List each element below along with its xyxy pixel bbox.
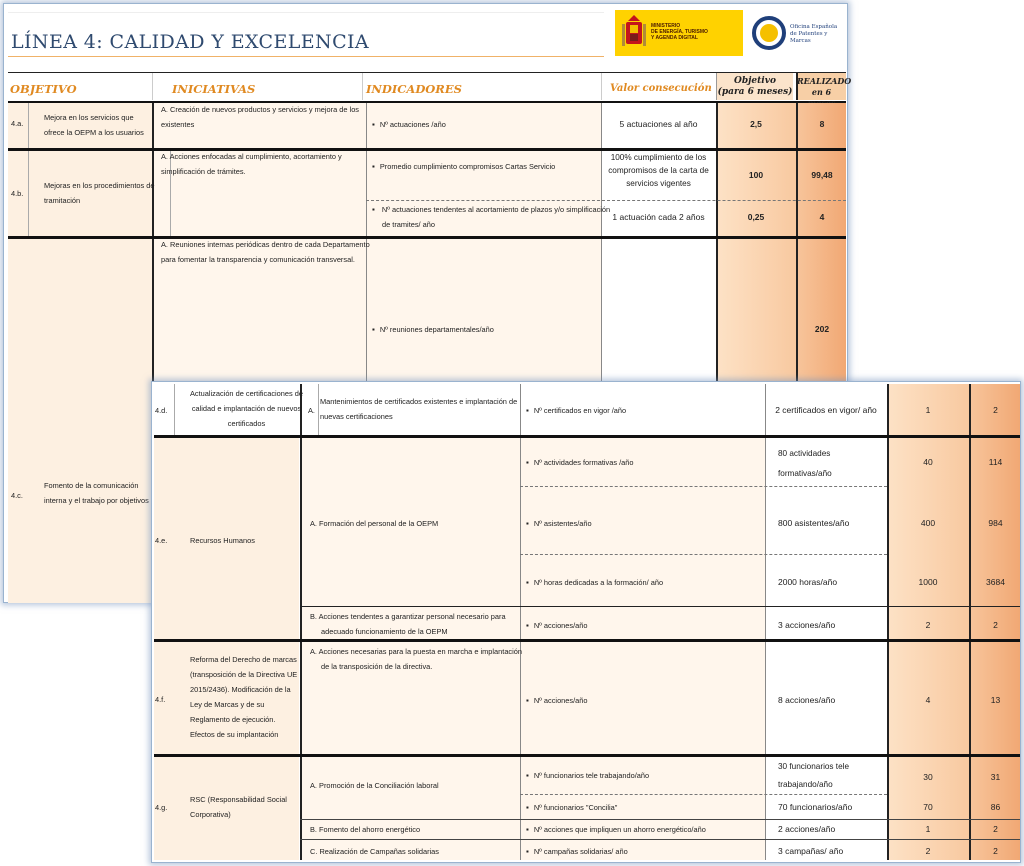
row-4e-realizado-a1: 114 <box>988 457 1003 467</box>
row-4g-valor-a1: 30 funcionarios tele trabajando/año <box>778 762 850 789</box>
row-4c-indicador: ▪ Nº reuniones departamentales/año <box>372 322 494 337</box>
row-4e-indicador-a1: ▪ Nº actividades formativas /año <box>526 455 634 470</box>
row-4g-valor-c: 3 campañas/ año <box>778 846 844 856</box>
row-4e-indicador-a3: ▪ Nº horas dedicadas a la formación/ año <box>526 575 663 590</box>
objetivo-column-bg-2 <box>154 384 299 860</box>
oepm-emblem-icon <box>752 16 786 50</box>
header-indicadores: INDICADORES <box>366 82 462 96</box>
row-4b-realizado-2: 4 <box>819 212 825 222</box>
row-4a-objetivo-6m: 2,5 <box>750 119 762 129</box>
row-4g-iniciativa-b: B. Fomento del ahorro energético <box>310 825 421 834</box>
row-4e-valor-a3: 2000 horas/año <box>778 577 838 587</box>
row-4b-objetivo-6m-1: 100 <box>748 170 764 180</box>
row-4e-realizado-a3: 3684 <box>986 577 1005 587</box>
header-valor-consecucion: Valor consecución <box>610 83 712 94</box>
row-4g-indicador-c: ▪ Nº campañas solidarias/ año <box>526 844 628 859</box>
row-4a-iniciativa: A. Creación de nuevos productos y servicios y mejora de los existentes <box>161 105 359 129</box>
row-4f-indicador: ▪ Nº acciones/año <box>526 693 588 708</box>
row-4b-iniciativa: A. Acciones enfocadas al cumplimiento, acortamiento y simplificación de trámites. <box>161 152 342 176</box>
row-4e-indicador-b: ▪ Nº acciones/año <box>526 618 588 633</box>
coat-of-arms-icon <box>621 14 647 52</box>
row-4g-objetivo-6m-a2: 70 <box>923 802 933 812</box>
row-4e-valor-a2: 800 asistentes/año <box>778 518 850 528</box>
oepm-name-line2: de Patentes y Marcas <box>790 31 828 44</box>
row-4f-realizado: 13 <box>990 695 1001 705</box>
row-4e-objetivo-6m-b: 2 <box>925 620 931 630</box>
row-4g-objetivo-6m-b: 1 <box>925 824 931 834</box>
row-4e-iniciativa-a: A. Formación del personal de la OEPM <box>310 519 439 528</box>
row-4f-objetivo: Reforma del Derecho de marcas (transposición de la Directiva UE 2015/2436). Modificación de la Ley de Marcas y de su Reglamento de ejecución. Efectos de su implantación <box>190 655 298 739</box>
row-4e-objetivo-6m-a1: 40 <box>923 457 933 467</box>
ministry-name-line3: Y AGENDA DIGITAL <box>651 35 698 41</box>
row-4b-realizado-1: 99,48 <box>811 170 833 180</box>
row-4e-valor-a1: 80 actividades formativas/año <box>778 449 832 478</box>
row-4g-indicador-a1: ▪ Nº funcionarios tele trabajando/año <box>526 768 649 783</box>
row-4b-valor-1: 100% cumplimiento de los compromisos de la carta de servicios vigentes <box>608 153 709 188</box>
row-4d-objetivo: Actualización de certificaciones de calidad e implantación de nuevos certificados <box>190 389 303 428</box>
row-4c-objetivo: Fomento de la comunicación interna y el trabajo por objetivos <box>44 481 149 505</box>
row-4d-iniciativa: Mantenimientos de certificados existentes e implantación de nuevas certificaciones <box>320 397 518 421</box>
row-4g-valor-b: 2 acciones/año <box>778 824 836 834</box>
row-4g-objetivo-6m-a1: 30 <box>923 772 933 782</box>
row-4g-iniciativa-a: A. Promoción de la Conciliación laboral <box>310 781 439 790</box>
row-4g-iniciativa-c: C. Realización de Campañas solidarias <box>310 847 439 856</box>
row-4e-indicador-a2: ▪ Nº asistentes/año <box>526 516 592 531</box>
row-4d-letter: A. <box>308 406 315 415</box>
row-4f-valor: 8 acciones/año <box>778 695 836 705</box>
row-4e-iniciativa-b: B. Acciones tendentes a garantizar personal necesario para adecuado funcionamiento de la OEPM <box>310 612 506 636</box>
header-objetivo: OBJETIVO <box>10 82 77 96</box>
row-4e-valor-b: 3 acciones/año <box>778 620 836 630</box>
row-4b-indicador-2: ▪ Nº actuaciones tendentes al acortamiento de plazos y/o simplificación de tramites/ año <box>372 202 610 232</box>
row-4d-indicador: ▪ Nº certificados en vigor /año <box>526 403 626 418</box>
row-4e-objetivo: Recursos Humanos <box>190 536 255 545</box>
title-underline <box>8 56 604 57</box>
row-4a-code: 4.a. <box>11 119 24 128</box>
row-4c-realizado: 202 <box>814 324 830 334</box>
row-4b-valor-2: 1 actuación cada 2 años <box>612 212 705 222</box>
row-4e-objetivo-6m-a3: 1000 <box>918 577 938 587</box>
row-4g-code: 4.g. <box>155 803 168 812</box>
row-4f-code: 4.f. <box>155 695 166 704</box>
ministry-name-line2: DE ENERGÍA, TURISMO <box>651 29 708 35</box>
row-4e-realizado-a2: 984 <box>988 518 1003 528</box>
header-realizado-line1: REALIZADO <box>797 76 852 86</box>
row-4g-indicador-a2: ▪ Nº funcionarios "Concilia" <box>526 800 617 815</box>
row-4b-indicador-1: ▪ Promedio cumplimiento compromisos Cartas Servicio <box>372 159 555 174</box>
row-4c-iniciativa: A. Reuniones internas periódicas dentro de cada Departamento para fomentar la transparencia y comunicación transversal. <box>161 240 370 264</box>
header-iniciativas: INICIATIVAS <box>172 82 256 96</box>
header-objetivo-6m-line2: (para 6 meses) <box>717 87 793 97</box>
ministry-name-line1: MINISTERIO <box>651 23 681 29</box>
row-4c-code: 4.c. <box>11 491 23 500</box>
row-4b-objetivo-6m-2: 0,25 <box>747 212 765 222</box>
header-objetivo-6-meses <box>717 76 793 98</box>
row-4g-realizado-c: 2 <box>993 846 998 856</box>
ministry-logo <box>615 10 743 56</box>
row-4a-indicador: ▪ Nº actuaciones /año <box>372 117 446 132</box>
row-4a-valor: 5 actuaciones al año <box>619 119 698 129</box>
row-4a-objetivo: Mejora en los servicios que ofrece la OEPM a los usuarios <box>44 113 144 137</box>
row-4d-objetivo-6m: 1 <box>925 405 931 415</box>
row-4b-code: 4.b. <box>11 189 24 198</box>
header-realizado-line2: en 6 <box>811 87 832 97</box>
title-top-rule <box>8 12 604 13</box>
row-4g-realizado-a1: 31 <box>990 772 1001 782</box>
oepm-name-line1: Oficina Española <box>790 24 838 30</box>
front-page-sheet <box>151 381 1021 863</box>
row-4e-objetivo-6m-a2: 400 <box>920 518 936 528</box>
row-4g-valor-a2: 70 funcionarios/año <box>778 802 853 812</box>
row-4f-iniciativa: A. Acciones necesarias para la puesta en marcha e implantación de la transposición de la directiva. <box>310 647 522 671</box>
row-4g-indicador-b: ▪ Nº acciones que impliquen un ahorro energético/año <box>526 822 706 837</box>
row-4g-objetivo: RSC (Responsabilidad Social Corporativa) <box>190 795 287 819</box>
row-4e-code: 4.e. <box>155 536 168 545</box>
header-objetivo-6m-line1: Objetivo <box>734 76 776 86</box>
row-4b-objetivo: Mejoras en los procedimientos de tramitación <box>44 181 155 205</box>
oepm-logo <box>748 10 846 56</box>
page-title: LÍNEA 4: CALIDAD Y EXCELENCIA <box>11 31 370 53</box>
row-4g-objetivo-6m-c: 2 <box>925 846 931 856</box>
row-4e-realizado-b: 2 <box>993 620 998 630</box>
row-4d-code: 4.d. <box>155 406 168 415</box>
row-4a-realizado: 8 <box>819 119 825 129</box>
row-4g-realizado-a2: 86 <box>990 802 1001 812</box>
row-4d-valor: 2 certificados en vigor/ año <box>775 405 877 415</box>
row-4f-objetivo-6m: 4 <box>925 695 931 705</box>
row-4g-realizado-b: 2 <box>993 824 998 834</box>
row-4d-realizado: 2 <box>993 405 998 415</box>
